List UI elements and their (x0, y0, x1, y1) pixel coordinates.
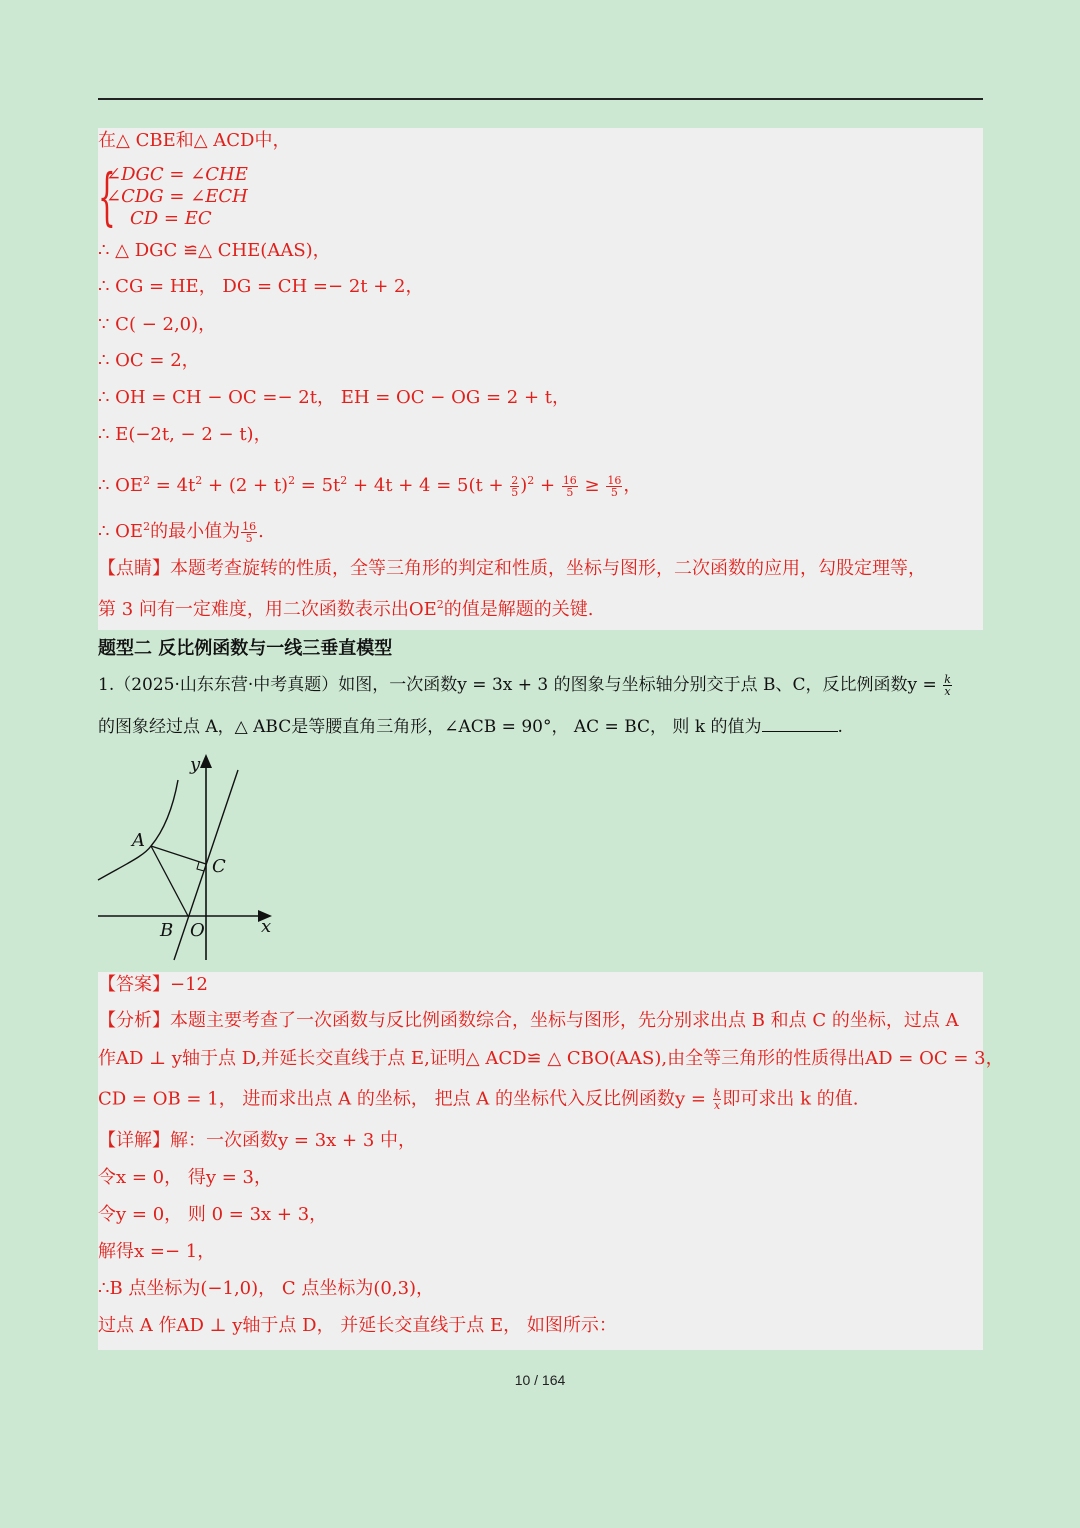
fraction: $\frac{16}{5}$ (607, 473, 622, 499)
solution-line-min-value: ∴ $OE^2$的最小值为 $\frac{16}{5}$ . (98, 519, 264, 545)
solution-line: ∴ OH = CH − OC =− 2t， EH = OC − OG = 2 + t， (98, 387, 570, 408)
geometry-figure (96, 752, 280, 964)
comment-line: 第 3 问有一定难度，用二次函数表示出$OE^2$的值是解题的关键. (98, 598, 594, 620)
system-eq-2: ∠CDG = ∠ECH (106, 186, 248, 207)
label-x: x (261, 916, 272, 937)
analysis-line: CD = OB = 1， 进而求出点 A 的坐标， 把点 A 的坐标代入反比例函数y = $\frac{k}{x}$ 即可求出 k 的值. (98, 1087, 859, 1112)
solution-line: ∴ CG = HE， DG = CH =− 2t + 2， (98, 276, 424, 297)
system-eq-1: ∠DGC = ∠CHE (106, 164, 248, 185)
answer-blank (762, 731, 838, 732)
question-line-2: 的图象经过点 A，△ ABC是等腰直角三角形，∠ACB = 90°， AC = BC， 则 k 的值为 . (98, 717, 843, 737)
detail-line: 【详解】解：一次函数y = 3x + 3 中， (98, 1130, 416, 1151)
answer-line: 【答案】−12 (98, 974, 208, 995)
solution-line: ∵ C( − 2,0)， (98, 314, 217, 335)
detail-line: 解得x =− 1， (98, 1241, 216, 1262)
fraction: $\frac{2}{5}$ (511, 473, 519, 499)
analysis-line: 作AD ⊥ y轴于点 D,并延长交直线于点 E,证明△ ACD≌ △ CBO(AAS),由全等三角形的性质得出AD = OC = 3， (98, 1048, 1004, 1069)
answer-box (98, 972, 1004, 1350)
system-brace: { (98, 160, 116, 233)
detail-line: 过点 A 作AD ⊥ y轴于点 D， 并延长交直线于点 E， 如图所示： (98, 1315, 617, 1336)
detail-line: 令x = 0， 得y = 3， (98, 1167, 272, 1188)
solution-box-previous (98, 128, 983, 630)
detail-line: 令y = 0， 则 0 = 3x + 3， (98, 1204, 328, 1225)
solution-line-oe-expansion: ∴ $OE^2 = 4t^2 + (2 + t)^2 = 5t^2 + 4t + 4 = 5(t$ + $\frac{2}{5}$ )$^2$ + $\frac{16}{5}$ ≥ $\frac{16}{5}$ ， (98, 473, 642, 499)
solution-line: 在△ CBE和△ ACD中， (98, 130, 291, 151)
label-y: y (190, 754, 201, 775)
solution-line: ∴ OC = 2， (98, 350, 200, 371)
system-eq-3: CD = EC (130, 208, 212, 229)
label-C: C (212, 856, 226, 877)
header-rule (98, 98, 983, 100)
solution-line: ∴ E(−2t, − 2 − t)， (98, 424, 272, 445)
solution-line: ∴ △ DGC ≌△ CHE(AAS)， (98, 240, 331, 261)
label-B: B (160, 920, 174, 941)
question-line-1: 1.（2025·山东东营·中考真题）如图，一次函数y = 3x + 3 的图象与坐标轴分别交于点 B、C，反比例函数y = $\frac{k}{x}$ (98, 673, 951, 698)
comment-line: 【点睛】本题考查旋转的性质，全等三角形的判定和性质，坐标与图形，二次函数的应用，勾股定理等， (98, 558, 926, 579)
page-number: 10 / 164 (514, 1372, 566, 1388)
label-A: A (132, 830, 145, 851)
fraction: $\frac{16}{5}$ (562, 473, 577, 499)
fraction: $\frac{16}{5}$ (242, 519, 257, 545)
analysis-line: 【分析】本题主要考查了一次函数与反比例函数综合，坐标与图形，先分别求出点 B 和点 C 的坐标，过点 A (98, 1010, 959, 1031)
section-heading: 题型二 反比例函数与一线三垂直模型 (98, 638, 393, 659)
detail-line: ∴B 点坐标为(−1,0)， C 点坐标为(0,3)， (98, 1278, 435, 1299)
y-axis-arrow (200, 754, 212, 768)
label-O: O (190, 920, 205, 941)
